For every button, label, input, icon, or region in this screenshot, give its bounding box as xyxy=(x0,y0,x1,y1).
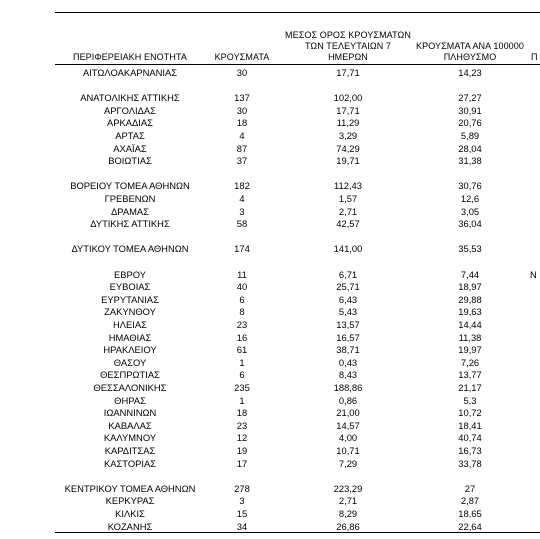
cases-cell: 30 xyxy=(236,104,248,116)
cases-cell: 137 xyxy=(234,92,250,104)
cases-cell: 235 xyxy=(234,382,250,393)
avg-cell: 141,00 xyxy=(333,243,363,255)
per-100000-cell: 29,88 xyxy=(458,293,482,305)
region-cell: ΔΥΤΙΚΗΣ ΑΤΤΙΚΗΣ xyxy=(90,218,170,230)
table-row xyxy=(0,495,540,507)
region-cell: ΑΝΑΤΟΛΙΚΗΣ ΑΤΤΙΚΗΣ xyxy=(80,92,180,104)
extra-cell: Ν xyxy=(530,268,537,280)
table-row xyxy=(0,407,540,419)
per-100000-cell: 28,04 xyxy=(458,142,482,154)
cases-cell: 4 xyxy=(239,193,245,204)
avg-cell: 17,71 xyxy=(336,67,360,78)
cases-cell: 30 xyxy=(236,67,248,78)
per-100000-cell: 11,38 xyxy=(458,331,482,343)
cases-cell: 1 xyxy=(239,394,245,406)
table-spacer-row xyxy=(0,168,540,180)
table-spacer-row xyxy=(0,470,540,482)
per-100000-cell: 35,53 xyxy=(458,243,482,255)
region-cell: ΕΥΡΥΤΑΝΙΑΣ xyxy=(101,293,159,305)
cases-cell: 58 xyxy=(236,218,248,230)
region-cell: ΕΥΒΟΙΑΣ xyxy=(109,281,151,293)
avg-cell: 1,57 xyxy=(338,193,358,204)
per-100000-cell: 40,74 xyxy=(458,432,482,444)
table-row xyxy=(0,357,540,369)
avg-cell: 2,71 xyxy=(338,495,358,507)
avg-cell: 8,29 xyxy=(338,508,358,519)
avg-cell: 10,71 xyxy=(336,445,360,456)
table-row xyxy=(0,206,540,218)
header-extra: Π xyxy=(531,52,538,62)
region-cell: ΚΟΖΑΝΗΣ xyxy=(107,520,153,532)
per-100000-cell: 30,76 xyxy=(458,180,482,192)
table-row xyxy=(0,218,540,230)
table-row xyxy=(0,458,540,470)
region-cell: ΔΥΤΙΚΟΥ ΤΟΜΕΑ ΑΘΗΝΩΝ xyxy=(71,243,189,255)
table-spacer-row xyxy=(0,231,540,243)
avg-cell: 26,86 xyxy=(336,520,360,532)
per-100000-cell: 19,63 xyxy=(458,306,482,318)
cases-cell: 8 xyxy=(239,306,245,318)
cases-cell: 87 xyxy=(236,142,248,154)
cases-cell: 15 xyxy=(236,508,248,519)
per-100000-cell: 3,05 xyxy=(460,205,480,217)
per-100000-cell: 5,89 xyxy=(460,130,480,141)
cases-cell: 17 xyxy=(236,457,248,469)
per-100000-cell: 21,17 xyxy=(458,382,482,393)
bottom-rule xyxy=(55,532,540,533)
region-cell: ΖΑΚΥΝΘΟΥ xyxy=(104,306,156,318)
avg-cell: 4,00 xyxy=(338,432,358,444)
table-row xyxy=(0,92,540,104)
region-cell: ΒΟΡΕΙΟΥ ΤΟΜΕΑ ΑΘΗΝΩΝ xyxy=(70,180,190,192)
per-100000-cell: 5,3 xyxy=(463,394,477,406)
avg-cell: 0,43 xyxy=(338,356,358,368)
per-100000-cell: 18,65 xyxy=(458,508,482,519)
cases-cell: 40 xyxy=(236,281,248,293)
cases-cell: 182 xyxy=(234,180,250,192)
region-cell: ΕΒΡΟΥ xyxy=(113,268,146,280)
avg-cell: 6,71 xyxy=(338,268,358,280)
cases-cell: 11 xyxy=(237,268,247,280)
avg-cell: 8,43 xyxy=(338,369,358,381)
table-row xyxy=(0,445,540,457)
table-row xyxy=(0,281,540,293)
table-row xyxy=(0,130,540,142)
region-cell: ΒΟΙΩΤΙΑΣ xyxy=(108,155,152,167)
region-cell: ΗΜΑΘΙΑΣ xyxy=(108,331,152,343)
table-row xyxy=(0,508,540,520)
per-100000-cell: 2,87 xyxy=(460,495,480,507)
avg-cell: 3,29 xyxy=(338,130,358,141)
cases-cell: 23 xyxy=(236,319,248,330)
table-row xyxy=(0,294,540,306)
table-spacer-row xyxy=(0,256,540,268)
cases-cell: 61 xyxy=(236,344,248,356)
region-cell: ΘΑΣΟΥ xyxy=(113,356,147,368)
table-row xyxy=(0,117,540,129)
table-row xyxy=(0,332,540,344)
per-100000-cell: 10,72 xyxy=(458,407,482,419)
avg-cell: 0,86 xyxy=(338,394,358,406)
cases-cell: 4 xyxy=(239,130,245,141)
region-cell: ΚΑΡΔΙΤΣΑΣ xyxy=(104,445,156,456)
cases-cell: 34 xyxy=(236,520,248,532)
region-cell: ΙΩΑΝΝΙΝΩΝ xyxy=(103,407,157,419)
table-row xyxy=(0,143,540,155)
per-100000-cell: 14,23 xyxy=(458,67,482,78)
avg-cell: 188,86 xyxy=(333,382,363,393)
cases-cell: 1 xyxy=(239,356,245,368)
region-cell: ΗΛΕΙΑΣ xyxy=(113,319,147,330)
header-cases: ΚΡΟΥΣΜΑΤΑ xyxy=(214,52,270,62)
cases-cell: 278 xyxy=(234,482,250,494)
table-row xyxy=(0,369,540,381)
table-row xyxy=(0,180,540,192)
header-per-line1: ΚΡΟΥΣΜΑΤΑ ΑΝΑ 100000 xyxy=(416,41,524,51)
table-row xyxy=(0,395,540,407)
cases-cell: 174 xyxy=(234,243,250,255)
per-100000-cell: 27,27 xyxy=(458,92,482,104)
header-per-line2: ΠΛΗΘΥΣΜΟ xyxy=(443,52,497,62)
avg-cell: 13,57 xyxy=(336,319,360,330)
table-row xyxy=(0,105,540,117)
cases-cell: 6 xyxy=(239,293,245,305)
cases-cell: 12 xyxy=(236,432,248,444)
region-cell: ΑΙΤΩΛΟΑΚΑΡΝΑΝΙΑΣ xyxy=(82,67,178,78)
cases-cell: 3 xyxy=(239,495,245,507)
per-100000-cell: 16,73 xyxy=(458,445,482,456)
per-100000-cell: 7,26 xyxy=(460,356,480,368)
table-row xyxy=(0,306,540,318)
region-cell: ΔΡΑΜΑΣ xyxy=(111,205,149,217)
cases-cell: 37 xyxy=(236,155,248,167)
header-avg-line3: ΗΜΕΡΩΝ xyxy=(328,52,368,62)
per-100000-cell: 30,91 xyxy=(458,104,482,116)
avg-cell: 5,43 xyxy=(338,306,358,318)
avg-cell: 7,29 xyxy=(338,457,358,469)
region-cell: ΚΕΝΤΡΙΚΟΥ ΤΟΜΕΑ ΑΘΗΝΩΝ xyxy=(64,482,196,494)
table-row xyxy=(0,344,540,356)
region-cell: ΚΙΛΚΙΣ xyxy=(115,508,145,519)
per-100000-cell: 18,97 xyxy=(458,281,482,293)
table-row xyxy=(0,155,540,167)
region-cell: ΗΡΑΚΛΕΙΟΥ xyxy=(103,344,157,356)
region-cell: ΚΑΣΤΟΡΙΑΣ xyxy=(103,457,157,469)
table-row xyxy=(0,420,540,432)
cases-cell: 23 xyxy=(236,419,248,431)
per-100000-cell: 13,77 xyxy=(458,369,482,381)
header-avg-line2: ΤΩΝ ΤΕΛΕΥΤΑΙΩΝ 7 xyxy=(304,41,392,51)
per-100000-cell: 31,38 xyxy=(458,155,482,167)
region-cell: ΘΕΣΠΡΩΤΙΑΣ xyxy=(100,369,160,381)
avg-cell: 17,71 xyxy=(336,104,360,116)
table-row xyxy=(0,521,540,533)
region-cell: ΑΧΑΪΑΣ xyxy=(113,142,147,154)
per-100000-cell: 7,44 xyxy=(460,268,480,280)
table-spacer-row xyxy=(0,80,540,92)
avg-cell: 223,29 xyxy=(333,482,363,494)
avg-cell: 16,57 xyxy=(336,331,360,343)
avg-cell: 14,57 xyxy=(336,419,360,431)
cases-cell: 6 xyxy=(239,369,245,381)
per-100000-cell: 20,76 xyxy=(458,117,482,129)
header-region: ΠΕΡΙΦΕΡΕΙΑΚΗ ΕΝΟΤΗΤΑ xyxy=(72,52,188,62)
region-cell: ΘΕΣΣΑΛΟΝΙΚΗΣ xyxy=(93,382,167,393)
header-avg-line1: ΜΕΣΟΣ ΟΡΟΣ ΚΡΟΥΣΜΑΤΩΝ xyxy=(285,30,411,40)
table-row xyxy=(0,67,540,79)
avg-cell: 74,29 xyxy=(336,142,360,154)
avg-cell: 6,43 xyxy=(338,293,358,305)
region-cell: ΚΑΒΑΛΑΣ xyxy=(108,419,152,431)
region-cell: ΚΕΡΚΥΡΑΣ xyxy=(105,495,155,507)
per-100000-cell: 18,41 xyxy=(458,419,482,431)
avg-cell: 112,43 xyxy=(334,180,362,192)
avg-cell: 42,57 xyxy=(336,218,360,230)
table-row xyxy=(0,193,540,205)
cases-cell: 19 xyxy=(236,445,248,456)
region-cell: ΓΡΕΒΕΝΩΝ xyxy=(104,193,156,204)
avg-cell: 19,71 xyxy=(336,155,360,167)
avg-cell: 25,71 xyxy=(336,281,360,293)
region-cell: ΑΡΓΟΛΙΔΑΣ xyxy=(104,104,156,116)
region-cell: ΘΗΡΑΣ xyxy=(114,394,146,406)
table-row xyxy=(0,243,540,255)
per-100000-cell: 12,6 xyxy=(460,193,480,204)
per-100000-cell: 36,04 xyxy=(458,218,482,230)
per-100000-cell: 19,97 xyxy=(458,344,482,356)
table-row xyxy=(0,269,540,281)
per-100000-cell: 27 xyxy=(464,482,476,494)
region-cell: ΑΡΚΑΔΙΑΣ xyxy=(107,117,153,129)
table-row xyxy=(0,483,540,495)
cases-cell: 3 xyxy=(239,205,245,217)
per-100000-cell: 22,64 xyxy=(458,520,482,532)
avg-cell: 38,71 xyxy=(336,344,360,356)
table-row xyxy=(0,432,540,444)
avg-cell: 2,71 xyxy=(338,205,358,217)
cases-cell: 18 xyxy=(236,407,248,419)
table-row xyxy=(0,382,540,394)
avg-cell: 102,00 xyxy=(333,92,363,104)
per-100000-cell: 33,78 xyxy=(458,457,482,469)
region-cell: ΑΡΤΑΣ xyxy=(115,130,145,141)
cases-cell: 16 xyxy=(236,331,248,343)
avg-cell: 21,00 xyxy=(336,407,360,419)
per-100000-cell: 14,44 xyxy=(458,319,482,330)
cases-cell: 18 xyxy=(236,117,248,129)
region-cell: ΚΑΛΥΜΝΟΥ xyxy=(103,432,157,444)
table-row xyxy=(0,319,540,331)
avg-cell: 11,29 xyxy=(336,117,360,129)
